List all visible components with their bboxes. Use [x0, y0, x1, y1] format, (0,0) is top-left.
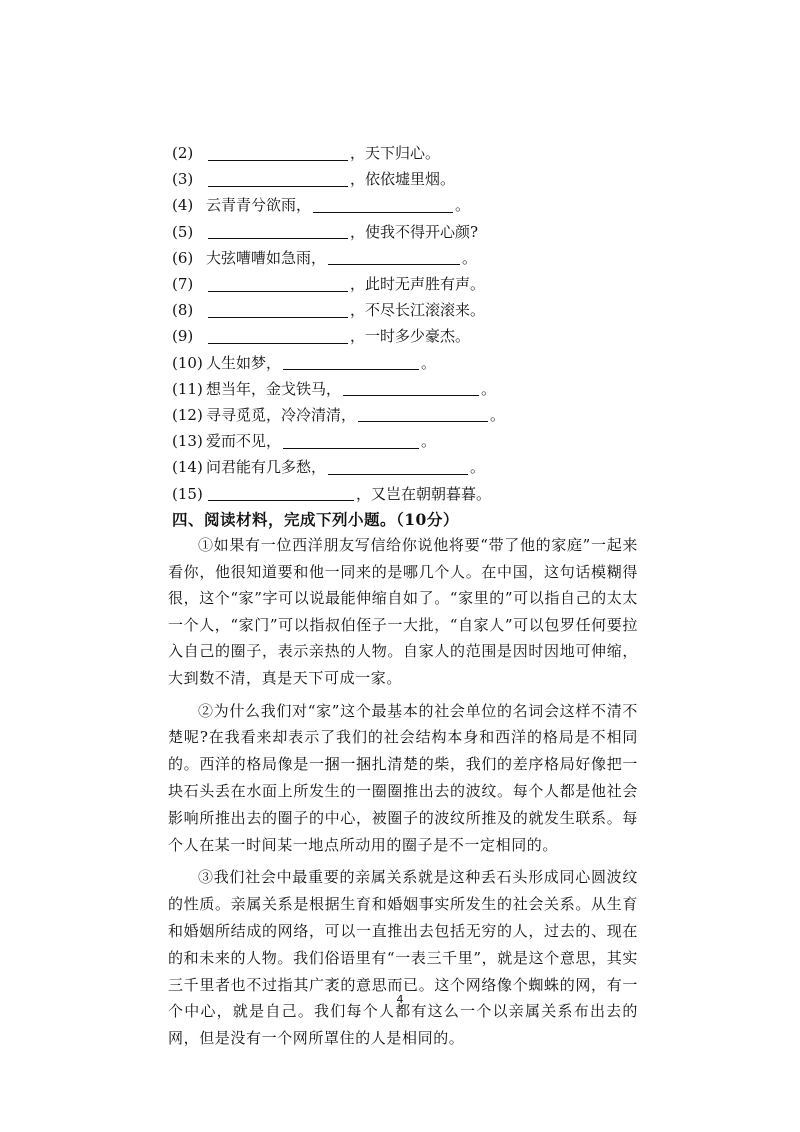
fill-item	[172, 271, 692, 297]
answer-blank[interactable]	[328, 250, 460, 265]
fill-item	[172, 219, 692, 245]
item-number: (7)	[172, 275, 194, 294]
item-number: (15)	[172, 484, 203, 503]
prompt-text: ，此时无声胜有声。	[350, 275, 486, 294]
answer-blank[interactable]	[328, 460, 468, 475]
prompt-text: 。	[455, 196, 471, 215]
prompt-text: 大弦嘈嘈如急雨，	[206, 248, 327, 267]
item-number: (13)	[172, 432, 203, 451]
item-number: (12)	[172, 405, 203, 424]
prompt-text: ，使我不得开心颜?	[350, 222, 479, 241]
prompt-text: 寻寻觅觅，冷冷清清，	[206, 405, 357, 424]
answer-blank[interactable]	[208, 329, 348, 344]
fill-item	[172, 323, 692, 349]
passage-paragraph-1: ①如果有一位西洋朋友写信给你说他将要“带了他的家庭”一起来看你，他很知道要和他一同来的是哪几个人。在中国，这句话模糊得很，这个“家”字可以说最能伸缩自如了。“家里的”可以指自己的太太一个人，“家门”可以指叔伯侄子一大批，“自家人”可以包罗任何要拉入自己的圈子，表示亲热的人物。自家人的范围是因时因地可伸缩，大到数不清，真是天下可成一家。	[168, 536, 638, 687]
fill-item	[172, 376, 692, 402]
answer-blank[interactable]	[208, 277, 348, 292]
item-number: (6)	[172, 248, 194, 267]
answer-blank[interactable]	[208, 172, 348, 187]
prompt-text: 云青青兮欲雨，	[206, 196, 312, 215]
prompt-text: 爱而不见，	[206, 432, 282, 451]
prompt-text: 。	[490, 405, 506, 424]
prompt-text: ，不尽长江滚滚来。	[350, 301, 486, 320]
answer-blank[interactable]	[208, 224, 348, 239]
item-number: (5)	[172, 222, 194, 241]
prompt-text: ，依依墟里烟。	[350, 170, 456, 189]
answer-blank[interactable]	[358, 407, 488, 422]
item-number: (14)	[172, 458, 203, 477]
prompt-text: 想当年，金戈铁马，	[206, 379, 342, 398]
fill-item	[172, 245, 692, 271]
section-title: 四、阅读材料，完成下列小题。（10分）	[172, 510, 459, 529]
item-number: (8)	[172, 301, 194, 320]
fill-item	[172, 480, 692, 506]
prompt-text: 。	[462, 248, 478, 267]
fill-in-list	[172, 140, 692, 507]
fill-item	[172, 166, 692, 192]
answer-blank[interactable]	[343, 381, 479, 396]
item-number: (2)	[172, 144, 194, 163]
answer-blank[interactable]	[313, 198, 453, 213]
answer-blank[interactable]	[208, 146, 348, 161]
item-number: (10)	[172, 353, 203, 372]
item-number: (11)	[172, 379, 203, 398]
item-number: (4)	[172, 196, 194, 215]
prompt-text: 。	[481, 379, 497, 398]
fill-item	[172, 402, 692, 428]
fill-item	[172, 350, 692, 376]
item-number: (3)	[172, 170, 194, 189]
prompt-text: 。	[470, 458, 486, 477]
passage-paragraph-3: ③我们社会中最重要的亲属关系就是这种丢石头形成同心圆波纹的性质。亲属关系是根据生育和婚姻事实所发生的社会关系。从生育和婚姻所结成的网络，可以一直推出去包括无穷的人，过去的、现在的和未来的人物。我们俗语里有“一表三千里”，就是这个意思，其实三千里者也不过指其广袤的意思而已。这个网络像个蜘蛛的网，有一个中心，就是自己。我们每个人都有这么一个以亲属关系布出去的网，但是没有一个网所罩住的人是相同的。	[168, 868, 638, 1048]
answer-blank[interactable]	[208, 486, 354, 501]
fill-item	[172, 428, 692, 454]
item-number: (9)	[172, 327, 194, 346]
prompt-text: ，天下归心。	[350, 144, 441, 163]
page-number: 4	[396, 993, 404, 1006]
prompt-text: 人生如梦，	[206, 353, 282, 372]
fill-item	[172, 297, 692, 323]
prompt-text: ，一时多少豪杰。	[350, 327, 471, 346]
answer-blank[interactable]	[283, 434, 419, 449]
fill-item	[172, 192, 692, 218]
prompt-text: ，又岂在朝朝暮暮。	[356, 484, 492, 503]
passage-paragraph-2: ②为什么我们对“家”这个最基本的社会单位的名词会这样不清不楚呢?在我看来却表示了我们的社会结构本身和西洋的格局是不相同的。西洋的格局像是一捆一捆扎清楚的柴，我们的差序格局好像把一块石头丢在水面上所发生的一圈圈推出去的波纹。每个人都是他社会影响所推出去的圈子的中心，被圈子的波纹所推及的就发生联系。每个人在某一时间某一地点所动用的圈子是不一定相同的。	[168, 701, 638, 854]
prompt-text: 问君能有几多愁，	[206, 458, 327, 477]
prompt-text: 。	[421, 353, 437, 372]
prompt-text: 。	[421, 432, 437, 451]
fill-item	[172, 140, 692, 166]
answer-blank[interactable]	[208, 303, 348, 318]
reading-passage	[168, 532, 638, 1058]
fill-item	[172, 454, 692, 480]
answer-blank[interactable]	[283, 355, 419, 370]
